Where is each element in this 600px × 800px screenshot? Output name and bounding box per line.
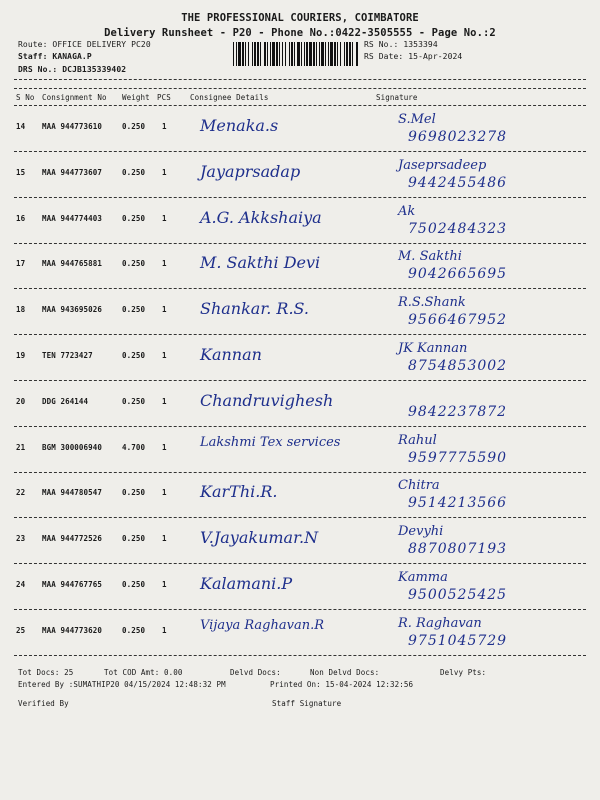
- staff-label: Staff:: [18, 52, 48, 61]
- rs-date-label: RS Date:: [364, 52, 404, 61]
- row-weight: 0.250: [122, 534, 146, 543]
- row-separator: [14, 563, 586, 564]
- row-consignee-handwritten: M. Sakthi Devi: [200, 253, 321, 272]
- row-consignment-no: MAA 944772526: [42, 534, 102, 543]
- rs-no-value: 1353394: [403, 40, 438, 49]
- row-pcs: 1: [162, 626, 167, 635]
- row-signature-phone: 9500525425: [408, 587, 508, 603]
- col-pcs-header: PCS: [157, 93, 171, 102]
- delvd-docs: Delvd Docs:: [230, 668, 281, 677]
- tot-docs: Tot Docs: 25: [18, 668, 74, 677]
- row-sno: 22: [16, 488, 26, 497]
- barcode-graphic: [233, 42, 359, 66]
- row-signature-phone: 7502484323: [408, 221, 508, 237]
- row-pcs: 1: [162, 443, 167, 452]
- row-consignment-no: BGM 300006940: [42, 443, 102, 452]
- company-title: THE PROFESSIONAL COURIERS, COIMBATORE: [181, 12, 419, 24]
- row-pcs: 1: [162, 214, 167, 223]
- row-pcs: 1: [162, 351, 167, 360]
- runsheet-subtitle: Delivery Runsheet - P20 - Phone No.:0422-3505555 - Page No.:2: [104, 27, 496, 39]
- staff-line: [18, 52, 92, 61]
- row-signature-name: Devyhi: [398, 524, 444, 539]
- staff-value: KANAGA.P: [52, 52, 92, 61]
- row-signature-phone: 9597775590: [408, 450, 508, 466]
- row-consignment-no: MAA 944767765: [42, 580, 102, 589]
- row-signature-phone: 9442455486: [408, 175, 508, 191]
- row-consignee-handwritten: Chandruvighesh: [200, 391, 334, 410]
- row-weight: 4.700: [122, 443, 146, 452]
- row-weight: 0.250: [122, 351, 146, 360]
- row-signature-name: Chitra: [398, 478, 440, 493]
- row-weight: 0.250: [122, 122, 146, 131]
- row-pcs: 1: [162, 534, 167, 543]
- row-sno: 16: [16, 214, 26, 223]
- row-consignee-handwritten: Kalamani.P: [200, 574, 293, 593]
- printed-on: Printed On: 15-04-2024 12:32:56: [270, 680, 414, 689]
- row-consignee-handwritten: Menaka.s: [200, 116, 279, 135]
- row-sno: 20: [16, 397, 26, 406]
- row-signature-name: Rahul: [398, 433, 437, 448]
- tot-cod-amt: Tot COD Amt: 0.00: [104, 668, 183, 677]
- row-consignee-handwritten: V.Jayakumar.N: [200, 528, 319, 547]
- row-signature-phone: 9842237872: [408, 404, 508, 420]
- row-consignee-handwritten: Vijaya Raghavan.R: [200, 618, 324, 633]
- row-consignment-no: MAA 944774403: [42, 214, 102, 223]
- row-sno: 25: [16, 626, 26, 635]
- row-consignment-no: MAA 944780547: [42, 488, 102, 497]
- row-signature-phone: 9698023278: [408, 129, 508, 145]
- row-consignment-no: MAA 944765881: [42, 259, 102, 268]
- row-separator: [14, 334, 586, 335]
- row-consignment-no: DDG 264144: [42, 397, 89, 406]
- row-consignment-no: MAA 944773620: [42, 626, 102, 635]
- row-sno: 17: [16, 259, 26, 268]
- col-consignee-header: Consignee Details: [190, 93, 269, 102]
- verified-by-label: Verified By: [18, 699, 69, 708]
- row-weight: 0.250: [122, 214, 146, 223]
- row-separator: [14, 197, 586, 198]
- row-sno: 19: [16, 351, 26, 360]
- row-separator: [14, 472, 586, 473]
- row-separator: [14, 380, 586, 381]
- rs-date-value: 15-Apr-2024: [408, 52, 463, 61]
- separator-line: [14, 105, 586, 106]
- row-signature-name: M. Sakthi: [398, 249, 462, 264]
- row-weight: 0.250: [122, 259, 146, 268]
- row-consignment-no: MAA 944773607: [42, 168, 102, 177]
- row-separator: [14, 426, 586, 427]
- route-value: OFFICE DELIVERY PC20: [52, 40, 151, 49]
- row-signature-name: Kamma: [398, 570, 448, 585]
- row-consignee-handwritten: A.G. Akkshaiya: [200, 208, 322, 227]
- row-consignee-handwritten: Kannan: [200, 345, 262, 364]
- row-consignee-handwritten: Shankar. R.S.: [200, 299, 310, 318]
- row-consignee-handwritten: KarThi.R.: [200, 482, 278, 501]
- separator-line: [14, 79, 586, 80]
- row-weight: 0.250: [122, 488, 146, 497]
- col-sno-header: S No: [16, 93, 35, 102]
- row-pcs: 1: [162, 580, 167, 589]
- row-sno: 24: [16, 580, 26, 589]
- row-signature-name: R. Raghavan: [398, 616, 482, 631]
- row-consignment-no: MAA 943695026: [42, 305, 102, 314]
- table-row: [0, 524, 600, 582]
- table-row: [0, 616, 600, 674]
- non-delvd-docs: Non Delvd Docs:: [310, 668, 380, 677]
- col-consignment-header: Consignment No: [42, 93, 107, 102]
- row-separator: [14, 609, 586, 610]
- drs-value: DCJB135339402: [62, 65, 127, 74]
- route-line: [18, 40, 151, 49]
- row-signature-name: Jaseprsadeep: [398, 158, 487, 173]
- row-pcs: 1: [162, 488, 167, 497]
- row-weight: 0.250: [122, 168, 146, 177]
- table-row: [0, 295, 600, 353]
- row-sno: 15: [16, 168, 26, 177]
- row-signature-phone: 9042665695: [408, 266, 508, 282]
- drs-line: [18, 65, 126, 74]
- row-sno: 18: [16, 305, 26, 314]
- row-consignment-no: MAA 944773610: [42, 122, 102, 131]
- entered-by: Entered By :SUMATHIP20 04/15/2024 12:48:32 PM: [18, 680, 226, 689]
- row-separator: [14, 243, 586, 244]
- row-pcs: 1: [162, 168, 167, 177]
- row-sno: 21: [16, 443, 26, 452]
- row-weight: 0.250: [122, 580, 146, 589]
- row-separator: [14, 288, 586, 289]
- row-weight: 0.250: [122, 305, 146, 314]
- row-signature-phone: 9751045729: [408, 633, 508, 649]
- separator-line: [14, 88, 586, 89]
- row-separator: [14, 151, 586, 152]
- col-signature-header: Signature: [376, 93, 418, 102]
- row-sno: 14: [16, 122, 26, 131]
- row-pcs: 1: [162, 259, 167, 268]
- row-signature-name: JK Kannan: [398, 341, 468, 356]
- col-weight-header: Weight: [122, 93, 150, 102]
- rs-no-line: [364, 40, 438, 49]
- delvy-pts: Delvy Pts:: [440, 668, 487, 677]
- row-signature-name: S.Mel: [398, 112, 436, 127]
- row-signature-name: R.S.Shank: [398, 295, 466, 310]
- rs-no-label: RS No.:: [364, 40, 399, 49]
- row-consignee-handwritten: Jayaprsadap: [200, 162, 301, 181]
- row-separator: [14, 517, 586, 518]
- row-signature-phone: 9566467952: [408, 312, 508, 328]
- row-consignment-no: TEN 7723427: [42, 351, 93, 360]
- row-pcs: 1: [162, 122, 167, 131]
- row-pcs: 1: [162, 305, 167, 314]
- row-consignee-handwritten: Lakshmi Tex services: [200, 435, 341, 450]
- row-separator: [14, 655, 586, 656]
- staff-signature-label: Staff Signature: [272, 699, 342, 708]
- row-pcs: 1: [162, 397, 167, 406]
- row-weight: 0.250: [122, 397, 146, 406]
- rs-date-line: [364, 52, 462, 61]
- row-signature-phone: 8754853002: [408, 358, 508, 374]
- row-sno: 23: [16, 534, 26, 543]
- row-weight: 0.250: [122, 626, 146, 635]
- row-signature-name: Ak: [398, 204, 416, 219]
- drs-label: DRS No.:: [18, 65, 58, 74]
- route-label: Route:: [18, 40, 48, 49]
- row-signature-phone: 8870807193: [408, 541, 508, 557]
- row-signature-phone: 9514213566: [408, 495, 508, 511]
